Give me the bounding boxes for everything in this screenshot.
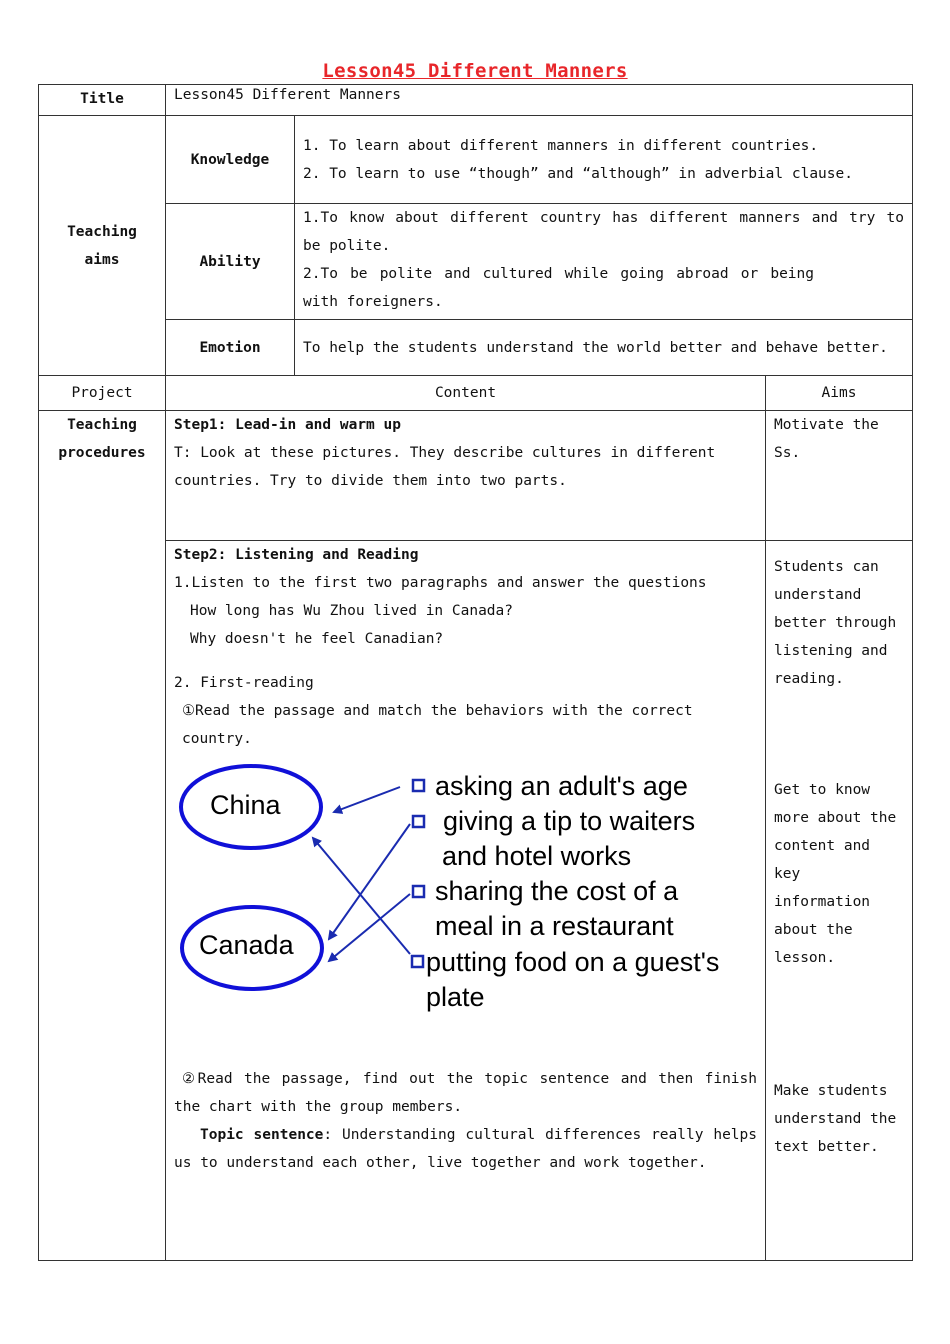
behavior-food-line1: putting food on a guest's: [426, 947, 720, 977]
step2-question-1: How long has Wu Zhou lived in Canada?: [190, 603, 514, 619]
ability-item-2: 2.To be polite and cultured while going abroad or being with foreigners.: [303, 266, 814, 310]
topic-sentence-label: Topic sentence: [200, 1127, 324, 1143]
arrow-age-to-china: [334, 787, 400, 812]
content-header: Content: [166, 376, 766, 411]
ability-item-1: 1.To know about different country has different manners and try to be polite.: [303, 210, 904, 254]
project-header: Project: [39, 376, 166, 411]
topic-sentence-text: : Understanding cultural differences really helps us to understand each other, live together and work together.: [174, 1127, 757, 1171]
aims-header: Aims: [766, 376, 913, 411]
step1-aim: Motivate the Ss.: [766, 411, 913, 541]
step2-question-intro: 1.Listen to the first two paragraphs and answer the questions: [174, 575, 707, 591]
title-value: Lesson45 Different Manners: [166, 85, 913, 116]
step1-title: Step1: Lead-in and warm up: [174, 417, 401, 433]
step2-aim-1: Students can understand better through listening and reading.: [774, 559, 897, 687]
checkbox-tip: [413, 816, 424, 827]
knowledge-row: [39, 116, 913, 204]
step2-question-2: Why doesn't he feel Canadian?: [190, 631, 444, 647]
china-label: China: [210, 790, 281, 820]
arrow-tip-to-canada: [329, 824, 410, 939]
behavior-food-line2: plate: [426, 982, 485, 1012]
step1-row: [39, 411, 913, 541]
knowledge-item-1: 1. To learn about different manners in different countries.: [303, 137, 819, 154]
step2-title: Step2: Listening and Reading: [174, 547, 419, 563]
ability-label: Ability: [166, 204, 295, 320]
behavior-age: asking an adult's age: [435, 771, 688, 801]
behavior-tip-line1: giving a tip to waiters: [443, 806, 696, 836]
step2-row: [39, 541, 913, 1261]
lesson-plan-table: [38, 84, 913, 1261]
knowledge-label: Knowledge: [166, 116, 295, 204]
title-row: [39, 85, 913, 116]
procedures-label-line2: procedures: [58, 445, 146, 461]
knowledge-item-2: 2. To learn to use “though” and “although” in adverbial clause.: [303, 165, 853, 182]
match-instruction: ①Read the passage and match the behaviors with the correct country.: [182, 703, 693, 747]
emotion-text: To help the students understand the world better and behave better.: [295, 320, 913, 376]
arrow-food-to-china: [313, 838, 410, 954]
topic-sentence-paragraph: [174, 1121, 757, 1177]
checkbox-share: [413, 886, 424, 897]
behavior-tip-line2: and hotel works: [442, 841, 632, 871]
ability-row: [39, 204, 913, 320]
teaching-aims-label: Teaching aims: [39, 116, 166, 376]
canada-label: Canada: [199, 930, 294, 960]
procedures-label-line1: Teaching: [67, 417, 137, 433]
matching-diagram: [174, 761, 764, 1031]
behavior-share-line1: sharing the cost of a: [435, 876, 679, 906]
first-reading-label: 2. First-reading: [174, 675, 314, 691]
title-label: Title: [39, 85, 166, 116]
emotion-row: [39, 320, 913, 376]
step2-aim-2: Get to know more about the content and key information about the lesson.: [774, 782, 897, 966]
header-row: [39, 376, 913, 411]
checkbox-food: [412, 956, 423, 967]
emotion-label: Emotion: [166, 320, 295, 376]
behavior-share-line2: meal in a restaurant: [435, 911, 674, 941]
document-title: Lesson45 Different Manners: [322, 60, 628, 82]
step1-text: T: Look at these pictures. They describe cultures in different countries. Try to divide them into two parts.: [174, 445, 716, 489]
checkbox-age: [413, 780, 424, 791]
read-instruction: ②Read the passage, find out the topic sentence and then finish the chart with the group members.: [174, 1071, 757, 1115]
step2-aim-3: Make students understand the text better.: [774, 1083, 897, 1155]
